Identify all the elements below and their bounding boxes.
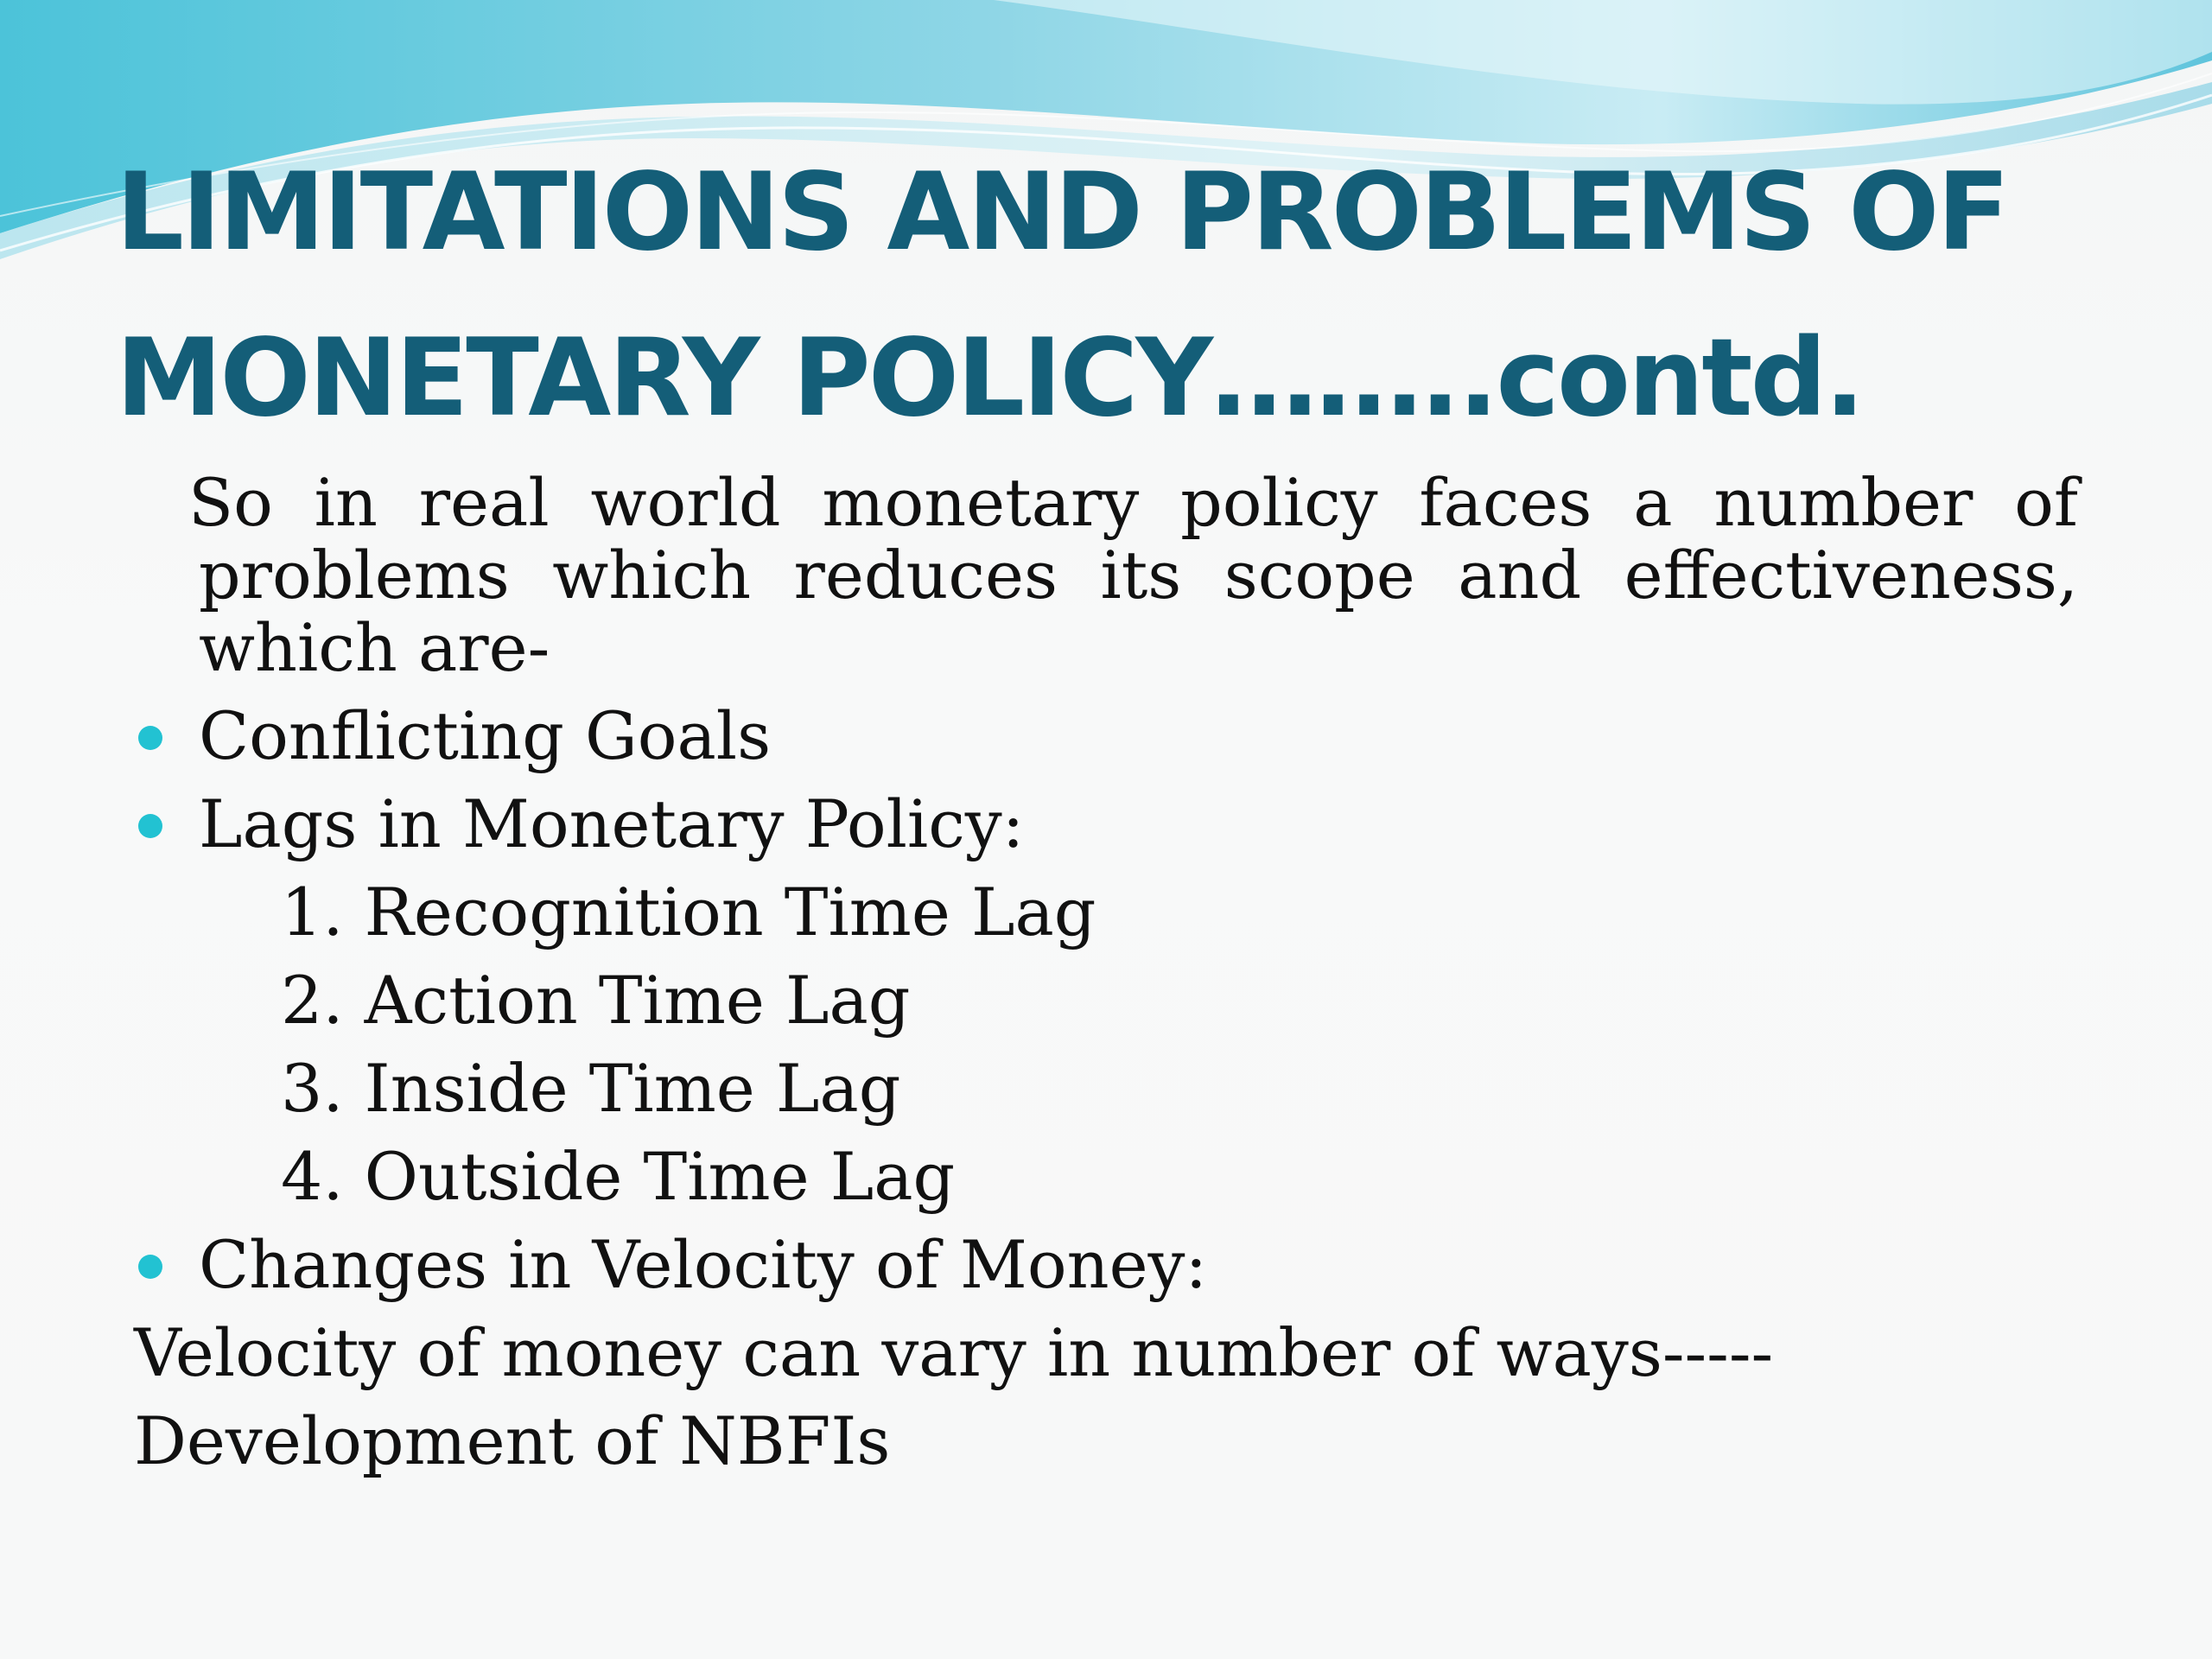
lag-item: 3. Inside Time Lag (281, 1050, 901, 1127)
title-line-1: LIMITATIONS AND PROBLEMS OF (116, 150, 2008, 275)
bullet-dot-icon (138, 1255, 162, 1279)
bullet-item (199, 693, 771, 779)
slide-title (116, 130, 2172, 461)
intro-paragraph: So in real world monetary policy faces a number of problems which reduces its scope and effectiveness, which are- (188, 464, 2078, 686)
bullet-label: Conflicting Goals (199, 697, 772, 774)
lag-item: 2. Action Time Lag (281, 962, 911, 1039)
bullet-dot-icon (138, 814, 162, 838)
bullet-label: Lags in Monetary Policy: (199, 785, 1025, 862)
lag-item: 1. Recognition Time Lag (281, 874, 1096, 950)
bullet-label: Changes in Velocity of Money: (199, 1226, 1208, 1303)
nbfi-line: Development of NBFIs (134, 1402, 891, 1479)
bullet-dot-icon (138, 726, 162, 750)
velocity-line: Velocity of money can vary in number of ways----- (134, 1314, 1774, 1391)
bullet-item (199, 781, 1024, 868)
bullet-item (199, 1222, 1207, 1308)
lag-item: 4. Outside Time Lag (281, 1138, 956, 1215)
title-line-2: MONETARY POLICY……..contd. (116, 316, 1863, 441)
